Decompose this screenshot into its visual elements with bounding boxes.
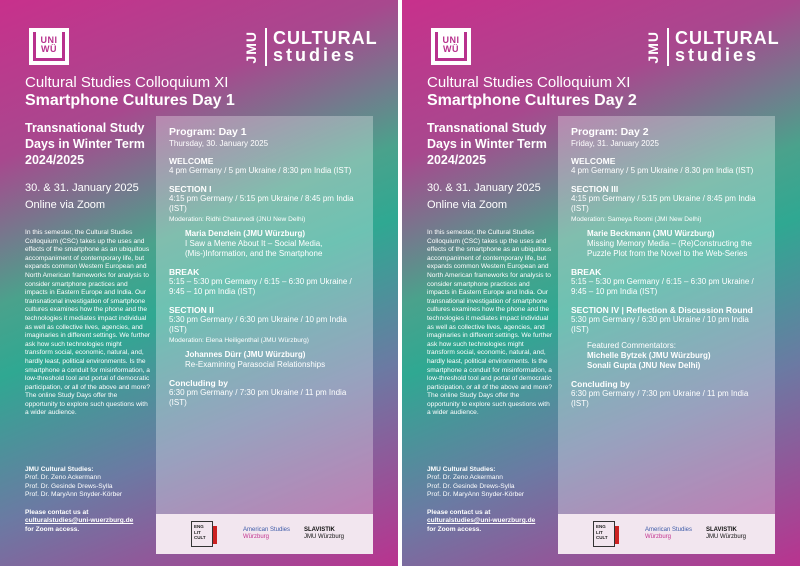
welcome-heading: WELCOME (169, 156, 214, 166)
logo-text: SLAVISTIK (706, 527, 737, 533)
section-heading: SECTION IV | Reflection & Discussion Round (571, 305, 753, 315)
poster-day1 (0, 0, 398, 566)
logo-text: CULT (596, 535, 608, 540)
logo-text: CULT (194, 535, 206, 540)
brand-word-cultural: CULTURAL (273, 28, 378, 48)
partner-logos (558, 514, 775, 554)
talk-title: I Saw a Meme About It – Social Media, (Mis-)Information, and the Smartphone (185, 239, 323, 258)
logo-text-line1: UNI (442, 35, 460, 45)
logo-text: Würzburg (243, 534, 270, 540)
break-heading: BREAK (169, 267, 200, 277)
brand-jmu: JMU (243, 30, 259, 64)
logo-text-line1: UNI (40, 35, 58, 45)
break-heading: BREAK (571, 267, 602, 277)
event-dates: 30. & 31. January 2025 (427, 182, 541, 194)
slavistik-logo (304, 527, 344, 541)
section-heading: SECTION II (169, 305, 214, 315)
contacts (427, 466, 524, 500)
logo-text: LIT (596, 529, 603, 535)
englitcult-mark (615, 526, 619, 544)
speaker-name: Marie Beckmann (JMU Würzburg) (587, 229, 715, 238)
logo-text: American Studies (243, 527, 291, 533)
american-studies-logo (243, 527, 290, 541)
section-time: 5:30 pm Germany / 6:30 pm Ukraine / 10 pm India (IST) (571, 315, 749, 334)
colloquium-title: Cultural Studies Colloquium XI (25, 74, 229, 91)
contact-note (25, 509, 133, 534)
day-title: Smartphone Cultures Day 2 (427, 92, 637, 109)
contact-note-text: Please contact us at (427, 509, 491, 516)
welcome-heading: WELCOME (571, 156, 616, 166)
poster-day2 (402, 0, 800, 566)
uni-wue-logo (431, 28, 471, 65)
slavistik-logo (706, 527, 746, 541)
logo-text: SLAVISTIK (304, 527, 335, 533)
logo-text: LIT (194, 529, 201, 535)
welcome-time: 4 pm Germany / 5 pm Ukraine / 8:30 pm India (IST) (169, 166, 352, 175)
brand-word-cultural: CULTURAL (675, 28, 780, 48)
logo-text: ENG (596, 524, 606, 529)
contact-email-link[interactable]: culturalstudies@uni-wuerzburg.de (25, 517, 134, 525)
section-moderation: Moderation: Ridhi Chaturvedi (JNU New Delhi) (169, 216, 306, 223)
contact-note-zoom: for Zoom access. (427, 525, 482, 533)
logo-text: American Studies (645, 527, 693, 533)
logo-text-line2: WÜ (443, 44, 459, 54)
subtitle: Transnational Study Days in Winter Term 2024/2025 (25, 121, 145, 167)
section-heading: SECTION III (571, 184, 619, 194)
partner-logos (156, 514, 373, 554)
day-title: Smartphone Cultures Day 1 (25, 92, 235, 109)
commentator-name: Sonali Gupta (JNU New Delhi) (587, 361, 701, 370)
contact-note-zoom: for Zoom access. (25, 525, 80, 533)
contacts (25, 466, 122, 500)
closing-heading: Concluding by (169, 378, 229, 388)
brand-word-studies: studies (675, 45, 760, 65)
contacts-heading: JMU Cultural Studies: (427, 466, 496, 473)
section-time: 5:30 pm Germany / 6:30 pm Ukraine / 10 pm India (IST) (169, 315, 347, 334)
logo-text: ENG (194, 524, 204, 529)
logo-text: JMU Würzburg (304, 534, 345, 540)
brand-word-studies: studies (273, 45, 358, 65)
section-moderation: Moderation: Elena Heiligenthal (JMU Würzburg) (169, 337, 309, 344)
cultural-studies-brand (243, 26, 378, 68)
logo-text: Würzburg (645, 534, 672, 540)
event-venue: Online via Zoom (427, 199, 508, 211)
brand-divider (265, 28, 267, 66)
subtitle: Transnational Study Days in Winter Term 2024/2025 (427, 121, 547, 167)
contact-note (427, 509, 535, 534)
event-venue: Online via Zoom (25, 199, 106, 211)
commentators-label: Featured Commentators: (587, 341, 676, 350)
commentator-name: Michelle Bytzek (JMU Würzburg) (587, 351, 711, 360)
contacts-heading: JMU Cultural Studies: (25, 466, 94, 473)
contact-note-text: Please contact us at (25, 509, 89, 516)
section-time: 4:15 pm Germany / 5:15 pm Ukraine / 8:45 pm India (IST) (169, 194, 354, 213)
contact-person: Prof. Dr. Gesinde Drews-Sylla (427, 482, 515, 490)
cultural-studies-brand (645, 26, 780, 68)
colloquium-title: Cultural Studies Colloquium XI (427, 74, 631, 91)
logo-text: JMU Würzburg (706, 534, 747, 540)
section-moderation: Moderation: Sameya Roomi (JMI New Delhi) (571, 216, 702, 223)
program-title: Program: Day 1 (169, 126, 247, 138)
contact-person: Prof. Dr. MaryAnn Snyder-Körber (427, 491, 525, 499)
talk-title: Missing Memory Media – (Re)Constructing the Puzzle Plot from the Novel to the Web-Series (587, 239, 752, 258)
talk-title: Re-Examining Parasocial Relationships (185, 360, 326, 369)
speaker-name: Maria Denzlein (JMU Würzburg) (185, 229, 306, 238)
contact-person: Prof. Dr. Gesinde Drews-Sylla (25, 482, 113, 490)
program-date: Thursday, 30. January 2025 (169, 139, 269, 148)
closing-time: 6:30 pm Germany / 7:30 pm Ukraine / 11 pm India (IST) (571, 389, 749, 408)
closing-time: 6:30 pm Germany / 7:30 pm Ukraine / 11 pm India (IST) (169, 388, 347, 407)
englitcult-logo (191, 521, 213, 547)
uni-wue-logo (29, 28, 69, 65)
brand-jmu: JMU (645, 30, 661, 64)
program-panel (558, 116, 775, 514)
englitcult-logo (593, 521, 615, 547)
contact-person: Prof. Dr. Zeno Ackermann (427, 474, 503, 482)
program-panel (156, 116, 373, 514)
section-heading: SECTION I (169, 184, 212, 194)
contact-person: Prof. Dr. Zeno Ackermann (25, 474, 101, 482)
about-text: In this semester, the Cultural Studies Colloquium (CSC) takes up the uses and effects of the smartphone as an ubiquitous accompaniment of contemporary life, but expands common Western European and North American frameworks for analysis to consider smartphone practices and impacts in Eastern Europe and India. Our transnational investigation of smartphone cultures examines how the phone and the technologies it mediates impact individual as well as collective lives, agencies, and imaginaries in different settings. We further ask how such technologies might transform social, economic, natural, and, hardly least, political environments. Is the smartphone a conduit for misinformation, a low-threshold tool and portal of democratic participation, or all of the above and more? The online Study Days offer the opportunity to explore such questions with a wider audience. (25, 229, 151, 417)
break-time: 5:15 – 5:30 pm Germany / 6:15 – 6:30 pm Ukraine / 9:45 – 10 pm India (IST) (571, 277, 754, 296)
american-studies-logo (645, 527, 692, 541)
englitcult-mark (213, 526, 217, 544)
event-dates: 30. & 31. January 2025 (25, 182, 139, 194)
contact-email-link[interactable]: culturalstudies@uni-wuerzburg.de (427, 517, 536, 525)
contact-person: Prof. Dr. MaryAnn Snyder-Körber (25, 491, 123, 499)
program-date: Friday, 31. January 2025 (571, 139, 659, 148)
brand-divider (667, 28, 669, 66)
logo-text-line2: WÜ (41, 44, 57, 54)
section-time: 4:15 pm Germany / 5:15 pm Ukraine / 8:45 pm India (IST) (571, 194, 756, 213)
welcome-time: 4 pm Germany / 5 pm Ukraine / 8.30 pm India (IST) (571, 166, 754, 175)
about-text: In this semester, the Cultural Studies Colloquium (CSC) takes up the uses and effects of the smartphone as an ubiquitous accompaniment of contemporary life, but expands common Western European and North American frameworks for analysis to consider smartphone practices and impacts in Eastern Europe and India. Our transnational investigation of smartphone cultures examines how the phone and the technologies it mediates impact individual as well as collective lives, agencies, and imaginaries in different settings. We further ask how such technologies might transform social, economic, natural, and, hardly least, political environments. Is the smartphone a conduit for misinformation, a low-threshold tool and portal of democratic participation, or all of the above and more? The online Study Days offer the opportunity to explore such questions with a wider audience. (427, 229, 553, 417)
speaker-name: Johannes Dürr (JMU Würzburg) (185, 350, 306, 359)
closing-heading: Concluding by (571, 379, 631, 389)
program-title: Program: Day 2 (571, 126, 649, 138)
break-time: 5:15 – 5:30 pm Germany / 6:15 – 6:30 pm Ukraine / 9:45 – 10 pm India (IST) (169, 277, 352, 296)
